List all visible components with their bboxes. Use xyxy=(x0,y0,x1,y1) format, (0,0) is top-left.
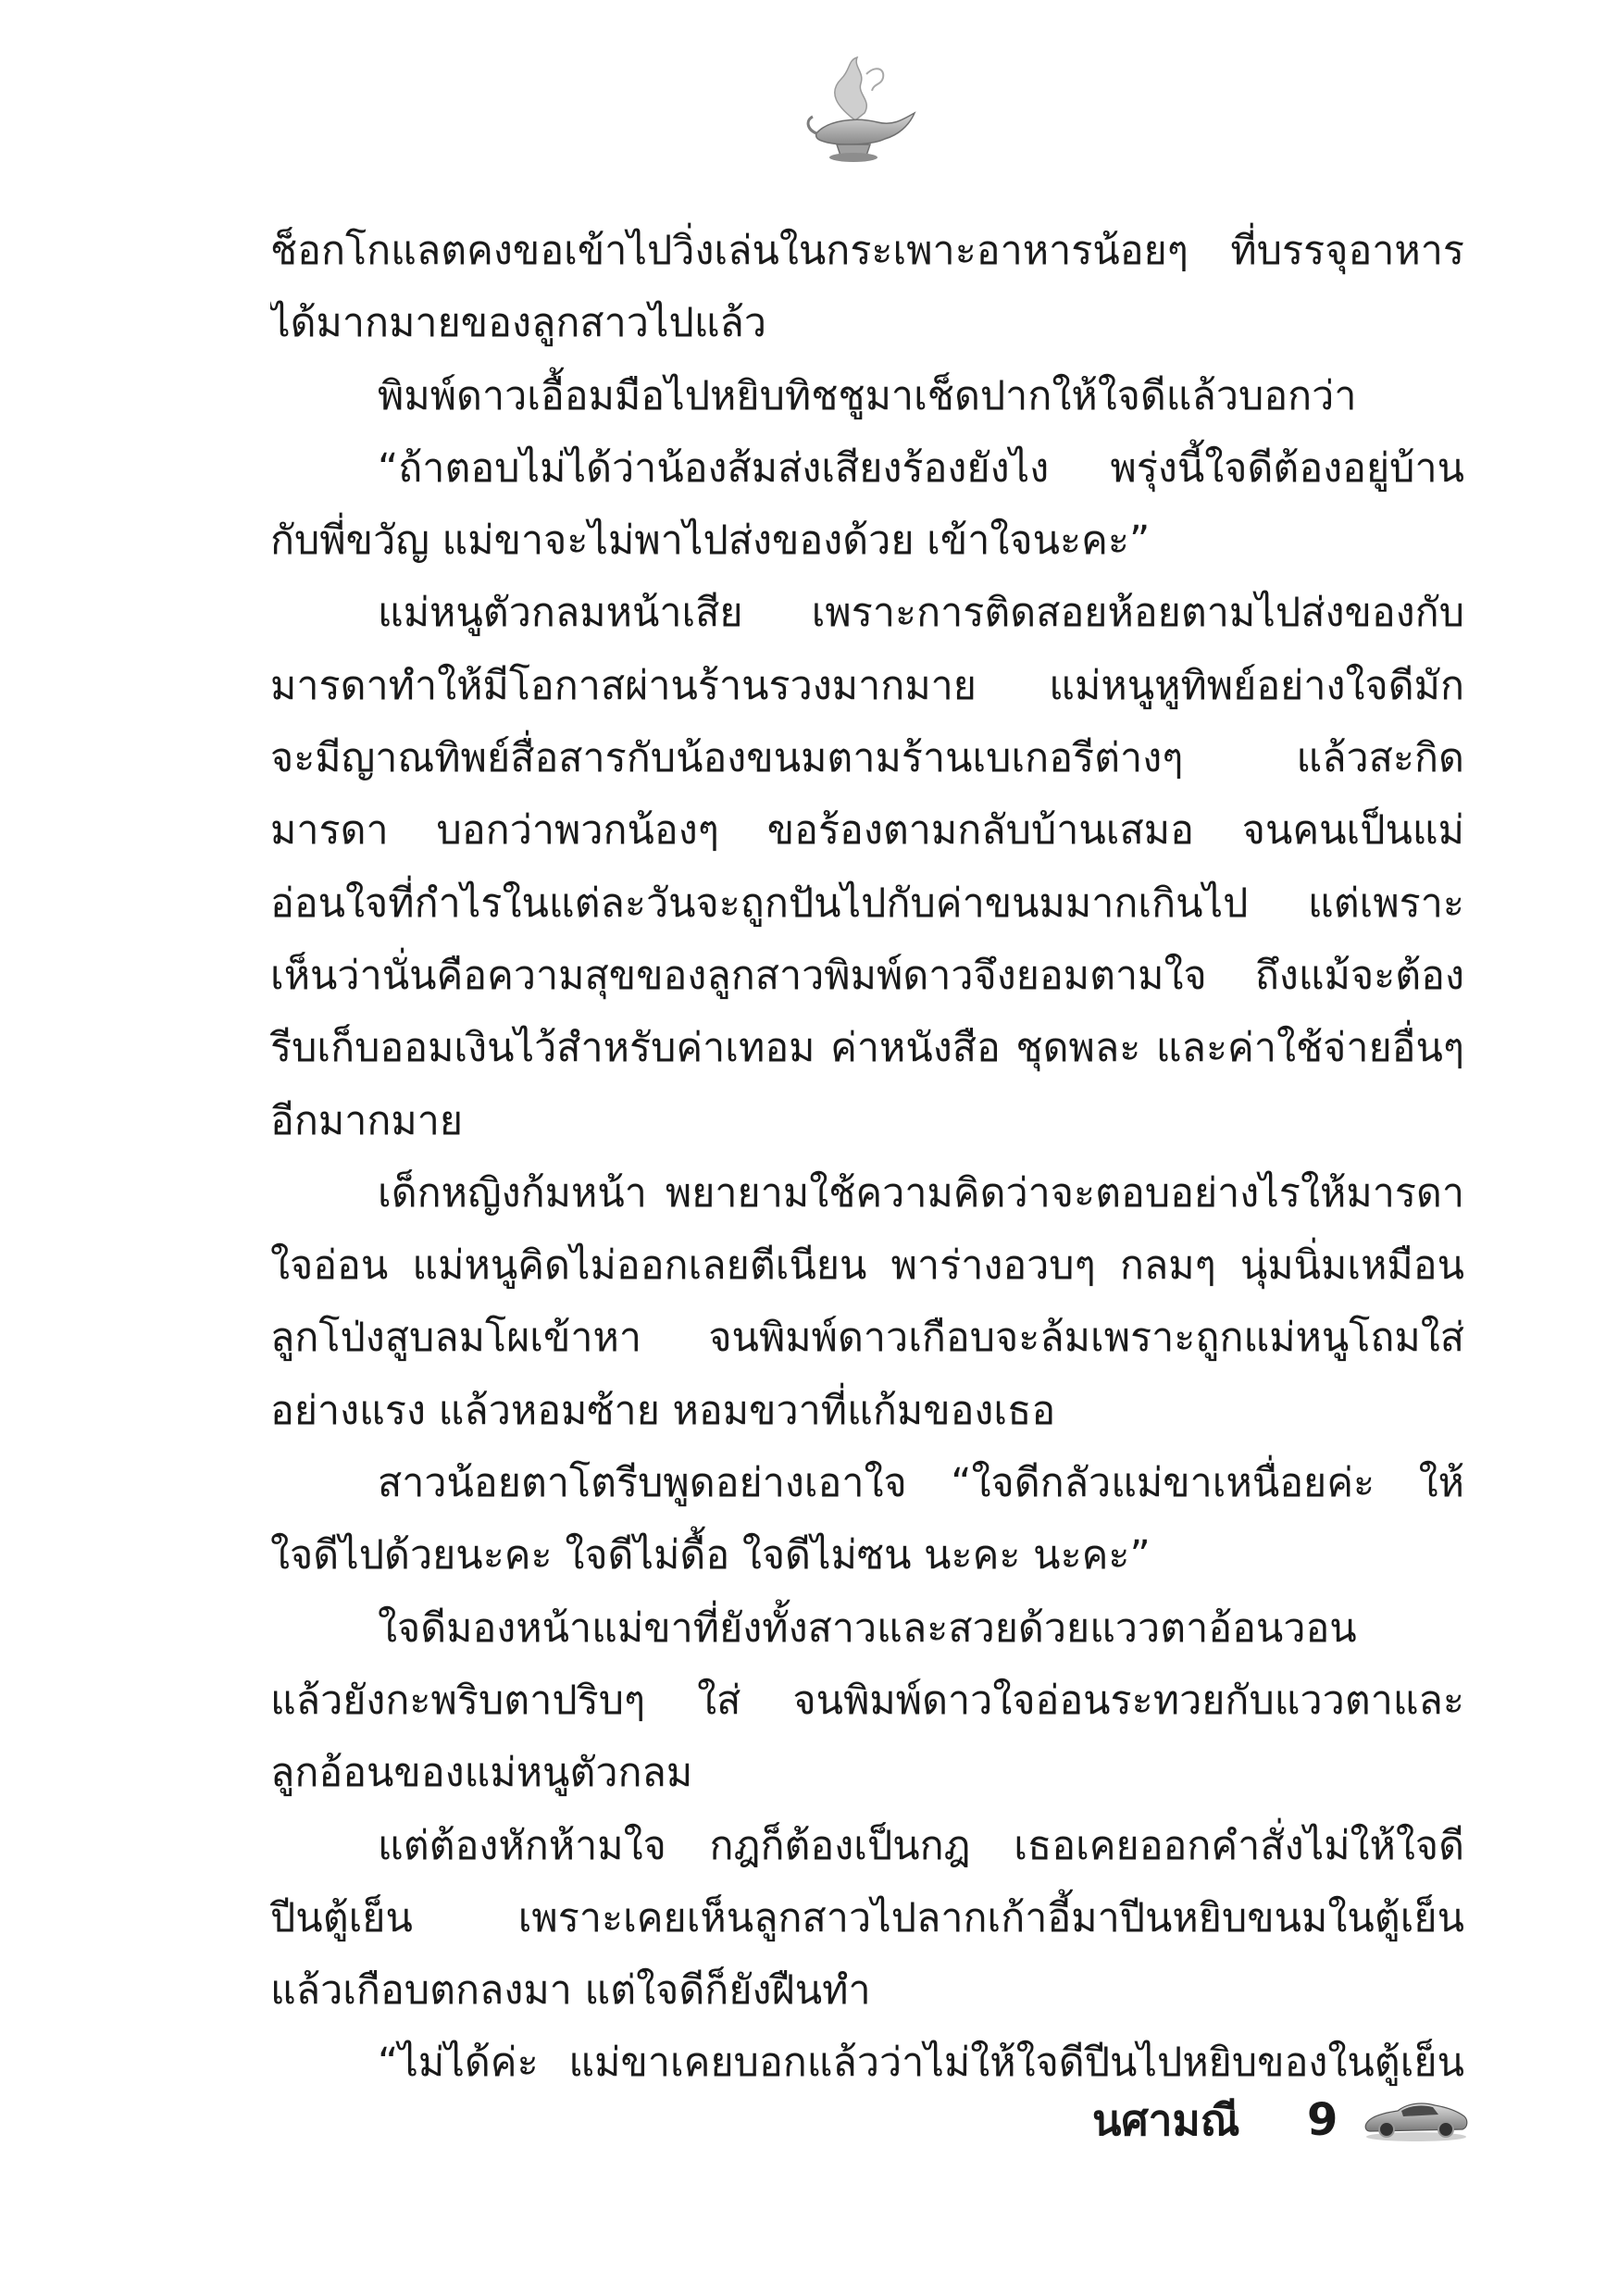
text-line: มารดา บอกว่าพวกน้องๆ ขอร้องตามกลับบ้านเสมอ จนคนเป็นแม่ xyxy=(270,807,1464,855)
paragraph-lines xyxy=(270,215,1464,2100)
text-line: ใจอ่อน แม่หนูคิดไม่ออกเลยตีเนียน พาร่างอวบๆ กลมๆ นุ่มนิ่มเหมือน xyxy=(270,1242,1464,1290)
text-line: รีบเก็บออมเงินไว้สำหรับค่าเทอม ค่าหนังสือ ชุดพละ และค่าใช้จ่ายอื่นๆ xyxy=(270,1025,1464,1072)
text-line: อย่างแรง แล้วหอมซ้าย หอมขวาที่แก้มของเธอ xyxy=(270,1387,1056,1434)
text-line: ลูกอ้อนของแม่หนูตัวกลม xyxy=(270,1750,693,1797)
page-footer xyxy=(1092,2081,1481,2165)
text-line: “ไม่ได้ค่ะ แม่ขาเคยบอกแล้วว่าไม่ให้ใจดีปีนไปหยิบของในตู้เย็น xyxy=(378,2040,1464,2087)
text-line: ปีนตู้เย็น เพราะเคยเห็นลูกสาวไปลากเก้าอี้มาปีนหยิบขนมในตู้เย็น xyxy=(270,1894,1464,1941)
text-line: แต่ต้องหักห้ามใจ กฎก็ต้องเป็นกฎ เธอเคยออกคำสั่งไม่ให้ใจดี xyxy=(378,1822,1464,1869)
text-line: พิมพ์ดาวเอื้อมมือไปหยิบทิชชูมาเช็ดปากให้ใจดีแล้วบอกว่า xyxy=(378,372,1357,419)
text-line: จะมีญาณทิพย์สื่อสารกับน้องขนมตามร้านเบเกอรีต่างๆ แล้วสะกิด xyxy=(270,735,1464,782)
text-line: แล้วยังกะพริบตาปริบๆ ใส่ จนพิมพ์ดาวใจอ่อนระทวยกับแววตาและ xyxy=(270,1677,1464,1724)
genie-lamp-icon xyxy=(800,56,920,167)
text-line: ใจดีมองหน้าแม่ขาที่ยังทั้งสาวและสวยด้วยแววตาอ้อนวอน xyxy=(378,1604,1357,1652)
footer-author: นศามณี xyxy=(1092,2095,1240,2145)
text-line: อ่อนใจที่กำไรในแต่ละวันจะถูกปันไปกับค่าขนมมากเกินไป แต่เพราะ xyxy=(270,880,1464,927)
text-line: ได้มากมายของลูกสาวไปแล้ว xyxy=(270,300,767,347)
body-text xyxy=(270,215,1464,2100)
text-line: สาวน้อยตาโตรีบพูดอย่างเอาใจ “ใจดีกลัวแม่ขาเหนื่อยค่ะ ให้ xyxy=(378,1460,1464,1507)
text-line: ช็อกโกแลตคงขอเข้าไปวิ่งเล่นในกระเพาะอาหารน้อยๆ ที่บรรจุอาหาร xyxy=(270,228,1464,274)
page-number: 9 xyxy=(1307,2094,1338,2146)
text-line: แล้วเกือบตกลงมา แต่ใจดีก็ยังฝืนทำ xyxy=(270,1967,871,2015)
text-line: อีกมากมาย xyxy=(270,1097,464,1144)
text-line: กับพี่ขวัญ แม่ขาจะไม่พาไปส่งของด้วย เข้าใจนะคะ” xyxy=(270,518,1151,565)
sports-car-icon xyxy=(1361,2089,1472,2144)
text-line: เด็กหญิงก้มหน้า พยายามใช้ความคิดว่าจะตอบอย่างไรให้มารดา xyxy=(378,1169,1464,1217)
text-line: ใจดีไปด้วยนะคะ ใจดีไม่ดื้อ ใจดีไม่ซน นะคะ นะคะ” xyxy=(270,1532,1151,1579)
text-line: เห็นว่านั่นคือความสุขของลูกสาวพิมพ์ดาวจึงยอมตามใจ ถึงแม้จะต้อง xyxy=(270,952,1464,999)
text-line: แม่หนูตัวกลมหน้าเสีย เพราะการติดสอยห้อยตามไปส่งของกับ xyxy=(378,590,1464,637)
text-line: มารดาทำให้มีโอกาสผ่านร้านรวงมากมาย แม่หนูหูทิพย์อย่างใจดีมัก xyxy=(270,662,1464,709)
text-line: ลูกโป่งสูบลมโผเข้าหา จนพิมพ์ดาวเกือบจะล้มเพราะถูกแม่หนูโถมใส่ xyxy=(270,1315,1464,1362)
text-line: “ถ้าตอบไม่ได้ว่าน้องส้มส่งเสียงร้องยังไง พรุ่งนี้ใจดีต้องอยู่บ้าน xyxy=(378,444,1464,492)
